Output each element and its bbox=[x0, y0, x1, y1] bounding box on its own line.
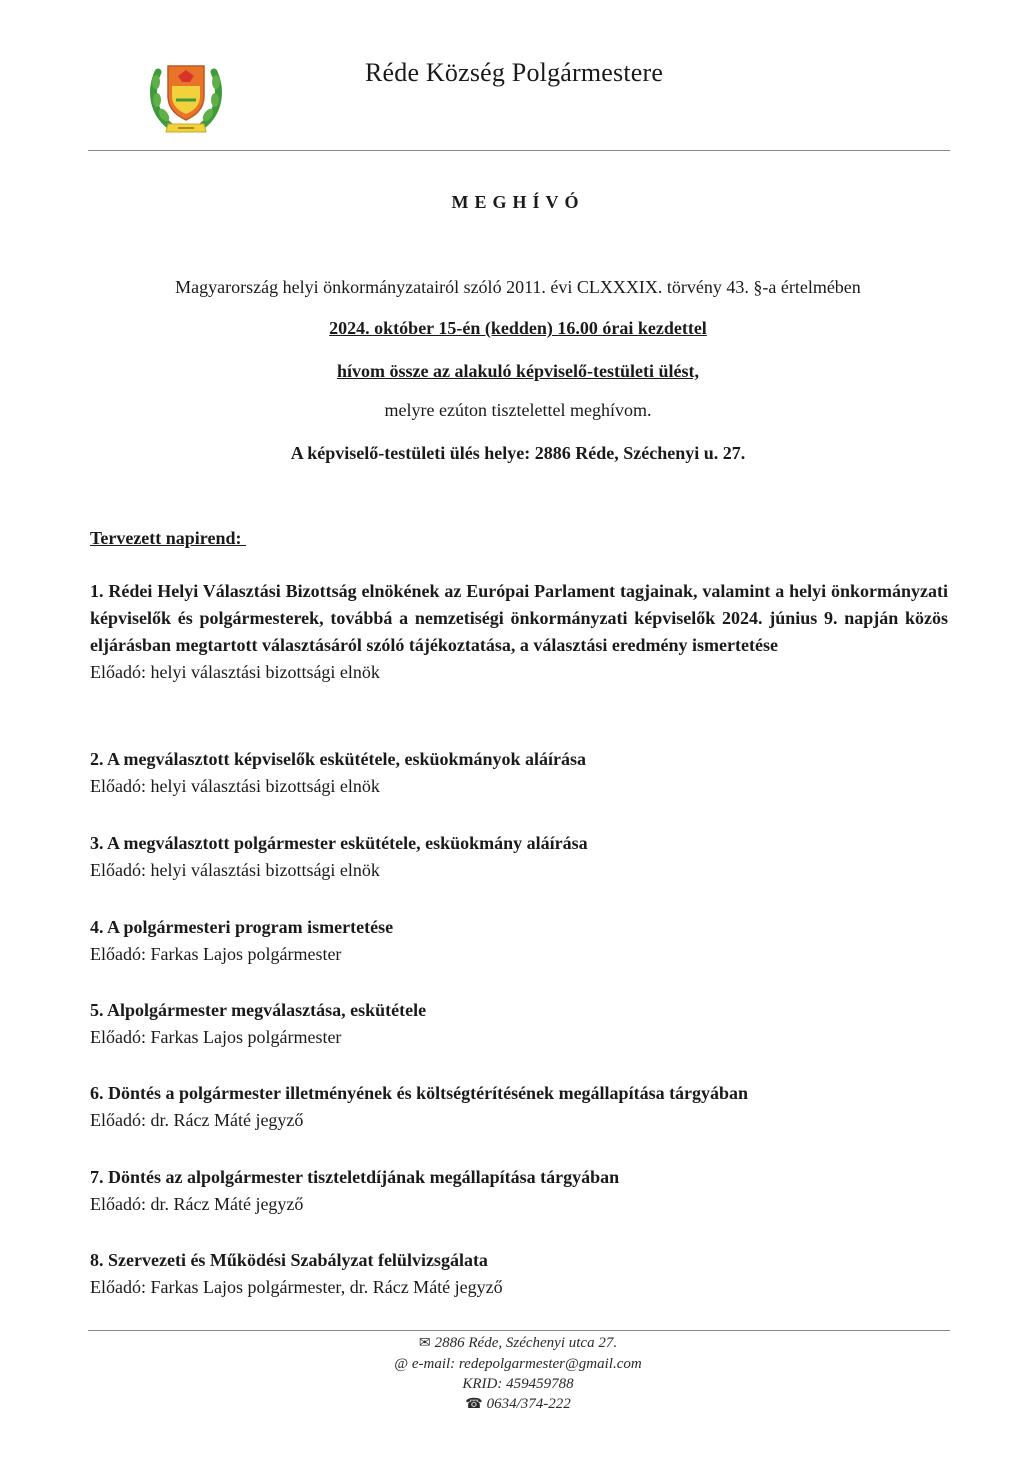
agenda-item bbox=[90, 746, 948, 800]
meeting-date-line: 2024. október 15-én (kedden) 16.00 órai kezdettel bbox=[329, 318, 707, 338]
footer-phone: 0634/374-222 bbox=[486, 1396, 571, 1412]
footer-contact bbox=[0, 1333, 1036, 1415]
agenda-item-title: 6. Döntés a polgármester illetményének és költségtérítésének megállapítása tárgyában bbox=[90, 1083, 749, 1103]
agenda-item bbox=[90, 1247, 948, 1301]
agenda-item bbox=[90, 830, 948, 884]
agenda-item-title: 2. A megválasztott képviselők eskütétele, esküokmányok aláírása bbox=[90, 749, 587, 769]
agenda-item-title: 4. A polgármesteri program ismertetése bbox=[90, 917, 394, 937]
footer-phone-line bbox=[0, 1394, 1036, 1415]
agenda-item-speaker: Előadó: Farkas Lajos polgármester, dr. Rácz Máté jegyző bbox=[90, 1277, 503, 1297]
footer-address: 2886 Réde, Széchenyi utca 27. bbox=[434, 1335, 618, 1351]
footer-address-line bbox=[0, 1333, 1036, 1354]
agenda-item-title: 7. Döntés az alpolgármester tiszteletdíjának megállapítása tárgyában bbox=[90, 1167, 620, 1187]
convene-line: hívom össze az alakuló képviselő-testületi ülést, bbox=[337, 361, 699, 381]
agenda-item-title: 5. Alpolgármester megválasztása, eskütétele bbox=[90, 1000, 427, 1020]
agenda-item-speaker: Előadó: helyi választási bizottsági elnök bbox=[90, 662, 380, 682]
agenda-item-speaker: Előadó: dr. Rácz Máté jegyző bbox=[90, 1194, 304, 1214]
agenda-item bbox=[90, 1080, 948, 1134]
legal-basis-line: Magyarország helyi önkormányzatairól szóló 2011. évi CLXXXIX. törvény 43. §-a értelmében bbox=[175, 277, 861, 297]
agenda-item-speaker: Előadó: helyi választási bizottsági elnök bbox=[90, 776, 380, 796]
agenda-item-title: 8. Szervezeti és Működési Szabályzat felülvizsgálata bbox=[90, 1250, 488, 1270]
footer-krid: KRID: 459459788 bbox=[462, 1376, 574, 1392]
agenda-item-title: 3. A megválasztott polgármester eskütétele, esküokmány aláírása bbox=[90, 833, 588, 853]
letterhead bbox=[0, 0, 1036, 150]
envelope-icon: ✉ bbox=[418, 1336, 431, 1351]
agenda-item bbox=[90, 578, 948, 686]
municipal-crest-logo bbox=[148, 52, 224, 136]
agenda-item-speaker: Előadó: helyi választási bizottsági elnök bbox=[90, 860, 380, 880]
agenda-item-speaker: Előadó: Farkas Lajos polgármester bbox=[90, 944, 342, 964]
invitation-line: melyre ezúton tisztelettel meghívom. bbox=[384, 400, 652, 420]
telephone-icon: ☎ bbox=[465, 1397, 483, 1412]
agenda-item bbox=[90, 914, 948, 968]
organization-name: Réde Község Polgármestere bbox=[365, 58, 664, 87]
footer-divider bbox=[88, 1330, 950, 1331]
agenda-item bbox=[90, 997, 948, 1051]
document-title: MEGHÍVÓ bbox=[451, 192, 585, 212]
footer-email: @ e-mail: redepolgarmester@gmail.com bbox=[394, 1356, 642, 1372]
header-divider bbox=[88, 150, 950, 151]
agenda-item-speaker: Előadó: Farkas Lajos polgármester bbox=[90, 1027, 342, 1047]
agenda-item-speaker: Előadó: dr. Rácz Máté jegyző bbox=[90, 1110, 304, 1130]
agenda-item-title: 1. Rédei Helyi Választási Bizottság elnökének az Európai Parlament tagjainak, valamint a helyi önkormányzati képviselők és polgármesterek, továbbá a nemzetiségi önkormányzati képviselők 2024. június 9. napján közös eljárásban megtartott választásáról szóló tájékoztatása, a választási eredmény ismertetése bbox=[90, 581, 948, 655]
meeting-location-line: A képviselő-testületi ülés helye: 2886 Réde, Széchenyi u. 27. bbox=[290, 443, 746, 463]
agenda-heading: Tervezett napirend: bbox=[90, 528, 246, 548]
agenda-item bbox=[90, 1164, 948, 1218]
